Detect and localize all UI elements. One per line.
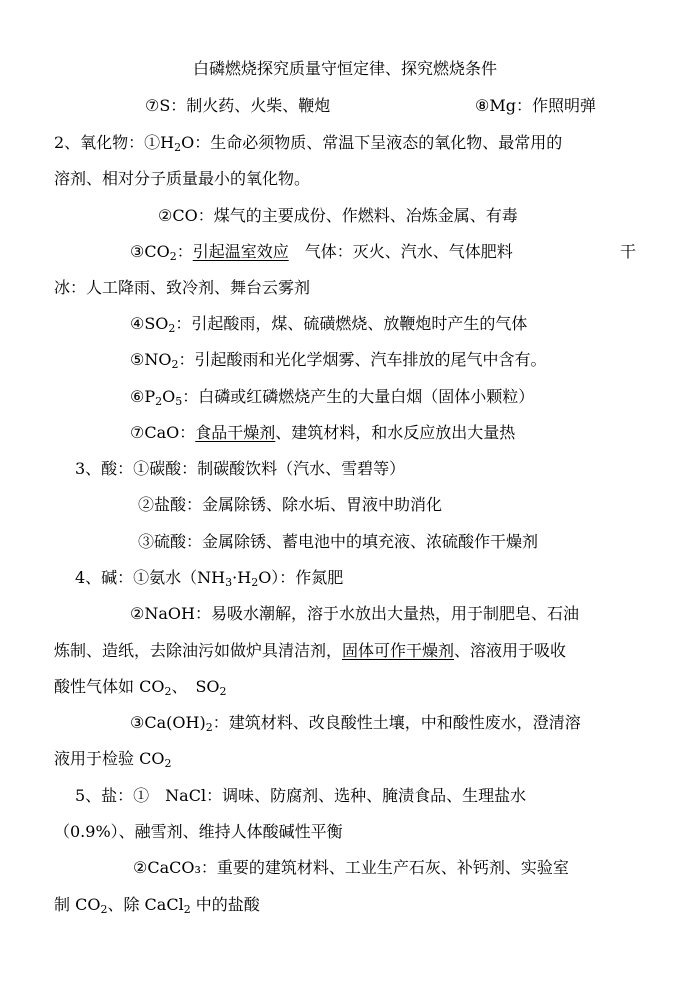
- subscript: 2: [183, 903, 191, 916]
- text-line: [130, 349, 546, 371]
- line-text: 溶剂、相对分子质量最小的氧化物。: [54, 169, 311, 188]
- line-text: 、建筑材料，和水反应放出大量热: [275, 423, 516, 442]
- text-line: [130, 313, 527, 335]
- line-text: ：引起酸雨，煤、硫磺燃烧、放鞭炮时产生的气体: [175, 314, 528, 333]
- text-line: [54, 132, 562, 154]
- subscript: 2: [219, 685, 227, 698]
- text-line: [54, 640, 566, 662]
- line-text: ③硫酸：金属除锈、蓄电池中的填充液、浓硫酸作干燥剂: [138, 532, 539, 551]
- subscript: 2: [168, 322, 176, 335]
- text-line: [130, 603, 579, 625]
- text-line: [75, 567, 343, 589]
- text-line: [130, 241, 513, 263]
- line-text: ·H: [232, 568, 252, 587]
- subscript: 5: [175, 395, 183, 408]
- line-text: ②NaOH：易吸水潮解，溶于水放出大量热，用于制肥皂、石油: [130, 604, 579, 623]
- line-text: ⑥P: [130, 387, 156, 406]
- line-text: ②CaCO₃：重要的建筑材料、工业生产石灰、补钙剂、实验室: [133, 858, 569, 877]
- subscript: 2: [171, 358, 179, 371]
- text-line: [475, 95, 596, 117]
- line-text: 炼制、造纸，去除油污如做炉具清洁剂，: [54, 641, 343, 660]
- line-text: 冰：人工降雨、致冷剂、舞台云雾剂: [54, 278, 311, 297]
- line-text: ③Ca(OH): [130, 713, 206, 732]
- line-text: 酸性气体如 CO: [54, 677, 165, 696]
- line-text: 气体：灭火、汽水、气体肥料: [288, 242, 513, 261]
- text-line: [193, 58, 497, 80]
- text-line: [620, 241, 636, 263]
- text-line: [54, 168, 310, 190]
- text-line: [138, 531, 538, 553]
- text-line: [54, 748, 171, 770]
- text-line: [54, 277, 310, 299]
- subscript: 2: [174, 141, 182, 154]
- line-text: 干: [620, 242, 637, 261]
- text-line: [138, 494, 442, 516]
- text-line: [158, 205, 518, 227]
- subscript: 2: [155, 395, 163, 408]
- line-text: 白磷燃烧探究质量守恒定律、探究燃烧条件: [193, 59, 498, 78]
- subscript: 2: [205, 721, 213, 734]
- line-text: （0.9%）、融雪剂、维持人体酸碱性平衡: [54, 822, 343, 841]
- line-text: O）：作氮肥: [258, 568, 344, 587]
- line-text: ⑦CaO：: [130, 423, 196, 442]
- line-text: 、除 CaCl: [107, 895, 184, 914]
- line-text: ：白磷或红磷燃烧产生的大量白烟（固体小颗粒）: [182, 387, 535, 406]
- text-line: [130, 712, 581, 734]
- line-text: O: [162, 387, 176, 406]
- subscript: 2: [251, 576, 259, 589]
- line-text: ③CO: [130, 242, 170, 261]
- text-line: [54, 894, 260, 916]
- subscript: 2: [100, 903, 108, 916]
- subscript: 2: [164, 757, 172, 770]
- line-text: ②CO：煤气的主要成份、作燃料、冶炼金属、有毒: [158, 206, 518, 225]
- text-line: [75, 785, 526, 807]
- line-text: 、溶液用于吸收: [454, 641, 567, 660]
- line-text: ：建筑材料、改良酸性土壤，中和酸性废水，澄清溶: [212, 713, 581, 732]
- subscript: 3: [225, 576, 233, 589]
- text-line: [130, 422, 515, 444]
- line-text: ：: [176, 242, 193, 261]
- line-text: 3、酸：①碳酸：制碳酸饮料（汽水、雪碧等）: [75, 459, 406, 478]
- line-text: 2、氧化物：①H: [54, 133, 175, 152]
- line-text: 液用于检验 CO: [54, 749, 165, 768]
- subscript: 2: [169, 250, 177, 263]
- underlined-text: 引起温室效应: [192, 242, 289, 261]
- underlined-text: 固体可作干燥剂: [342, 641, 455, 660]
- line-text: 4、碱：①氨水（NH: [75, 568, 226, 587]
- text-line: [133, 857, 569, 879]
- line-text: ⑧Mg：作照明弹: [475, 96, 596, 115]
- text-line: [75, 458, 405, 480]
- text-line: [145, 95, 330, 117]
- text-line: [54, 821, 343, 843]
- text-line: [130, 386, 534, 408]
- text-line: [54, 676, 227, 698]
- line-text: 、 SO: [171, 677, 220, 696]
- line-text: ⑤NO: [130, 350, 172, 369]
- line-text: ④SO: [130, 314, 169, 333]
- line-text: ：引起酸雨和光化学烟雾、汽车排放的尾气中含有。: [178, 350, 547, 369]
- underlined-text: 食品干燥剂: [195, 423, 276, 442]
- line-text: 中的盐酸: [190, 895, 260, 914]
- line-text: O：生命必须物质、常温下呈液态的氧化物、最常用的: [181, 133, 563, 152]
- line-text: 5、盐：① NaCl：调味、防腐剂、选种、腌渍食品、生理盐水: [75, 786, 527, 805]
- line-text: 制 CO: [54, 895, 101, 914]
- line-text: ②盐酸：金属除锈、除水垢、胃液中助消化: [138, 495, 443, 514]
- line-text: ⑦S：制火药、火柴、鞭炮: [145, 96, 331, 115]
- subscript: 2: [164, 685, 172, 698]
